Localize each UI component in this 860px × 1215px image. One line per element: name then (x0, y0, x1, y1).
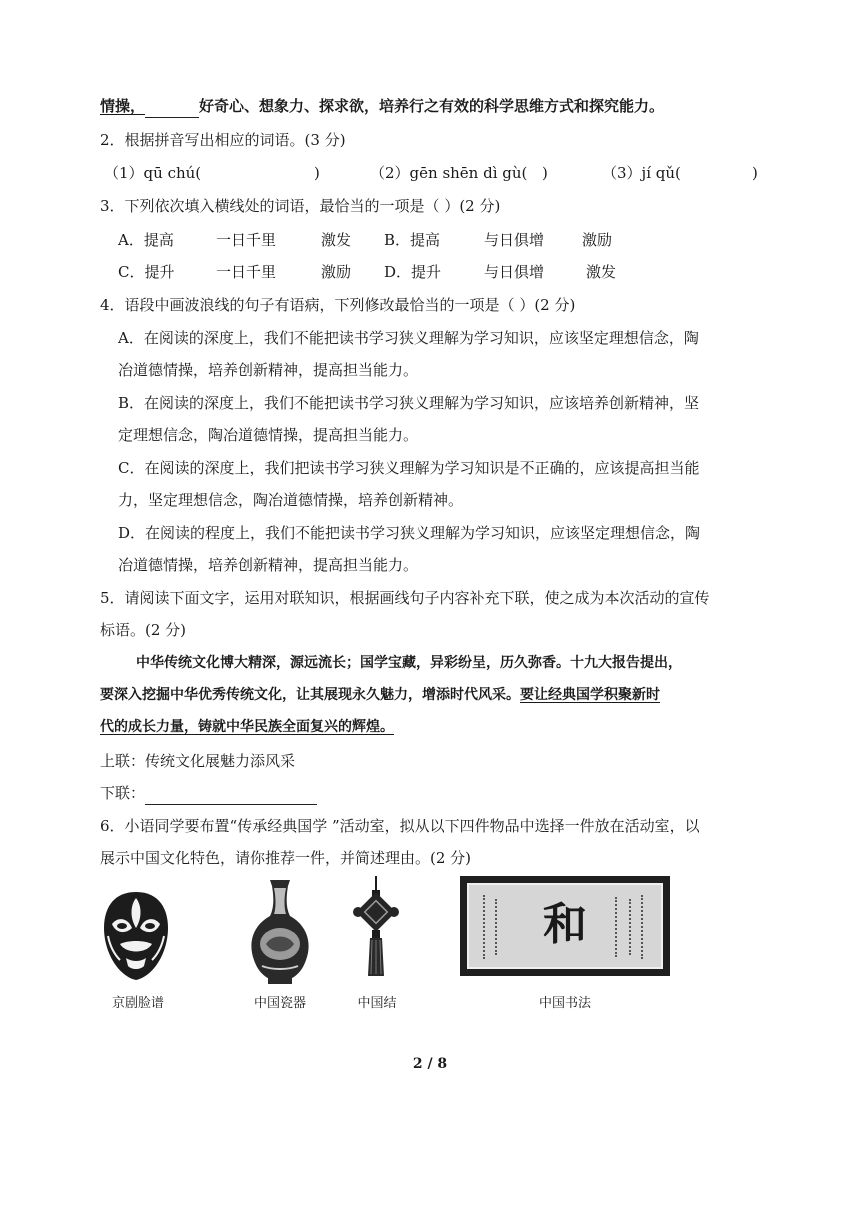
q3-option-c-key[interactable]: C．提升 (118, 263, 175, 281)
calligraphy-side-column-right (641, 895, 647, 959)
q4-option-c-line2: 力，坚定理想信念，陶冶道德情操，培养创新精神。 (118, 491, 464, 509)
opera-mask-icon (100, 888, 172, 984)
q4-option-a-line2: 冶道德情操，培养创新精神，提高担当能力。 (118, 361, 419, 379)
q2-items (104, 162, 758, 184)
q6-prompt-line2: 展示中国文化特色，请你推荐一件，并简述理由。(2 分) (100, 849, 472, 867)
q4-option-b-line1[interactable]: B．在阅读的深度上，我们不能把读书学习狭义理解为学习知识，应该培养创新精神，坚 (118, 394, 700, 412)
q5-upper-couplet: 上联：传统文化展魅力添风采 (100, 752, 296, 770)
q5-lower-couplet (100, 782, 317, 805)
q5-lower-answer-blank[interactable] (145, 782, 317, 805)
q2-item-3-answer[interactable] (672, 162, 752, 184)
q2-item-2-label: （2）gēn shēn dì gù( (370, 164, 528, 182)
q3-option-a-key[interactable]: A．提高 (118, 231, 174, 249)
calligraphy-paper (467, 883, 663, 969)
intro-text-start: 情操， (100, 97, 146, 115)
chinese-knot-icon (352, 876, 400, 982)
calligraphy-side-column-right-3 (615, 897, 621, 957)
q3-option-b-word1: 与日俱增 (484, 231, 545, 249)
q3-options-row-2 (118, 261, 616, 283)
q3-option-c-word2: 激励 (321, 263, 352, 281)
q5-passage-underlined-end: 代的成长力量，铸就中华民族全面复兴的辉煌。 (100, 719, 394, 735)
q2-item-1-label: （1）qū chú( (104, 164, 202, 182)
q3-option-d-word2: 激发 (586, 263, 617, 281)
q5-passage-line2 (100, 684, 660, 706)
q2-prompt: 2．根据拼音写出相应的词语。(3 分) (100, 131, 346, 149)
q4-option-b-line2: 定理想信念，陶冶道德情操，提高担当能力。 (118, 426, 419, 444)
q3-option-b-word2: 激励 (582, 231, 613, 249)
q4-prompt: 4．语段中画波浪线的句子有语病，下列修改最恰当的一项是（ ）(2 分) (100, 296, 576, 314)
calligraphy-side-column-right-2 (629, 899, 635, 955)
intro-line (100, 95, 664, 118)
q3-option-a-word2: 激发 (321, 231, 352, 249)
porcelain-vase-icon (244, 878, 316, 986)
q5-prompt-line1: 5．请阅读下面文字，运用对联知识，根据画线句子内容补充下联，使之成为本次活动的宣传 (100, 589, 710, 607)
q3-prompt: 3．下列依次填入横线处的词语，最恰当的一项是（ ）(2 分) (100, 197, 501, 215)
intro-blank (145, 95, 199, 118)
q5-lower-label: 下联： (100, 784, 146, 802)
q3-option-d-word1: 与日俱增 (484, 263, 545, 281)
q5-passage-underlined-start: 要让经典国学积聚新时 (520, 687, 660, 703)
q3-option-b-key[interactable]: B．提高 (384, 231, 441, 249)
q2-item-1-close: ) (314, 164, 320, 182)
q2-item-3-close: ) (752, 164, 758, 182)
q5-passage-line3 (100, 716, 394, 738)
q2-item-3-label: （3）jí qǔ( (602, 164, 681, 182)
q2-item-1-answer[interactable] (200, 162, 314, 184)
caption-opera-mask: 京剧脸谱 (111, 996, 164, 1011)
calligraphy-scroll-icon (460, 876, 670, 976)
page-number: 2 / 8 (412, 1056, 448, 1072)
q2-item-2-answer[interactable] (526, 162, 542, 184)
caption-porcelain: 中国瓷器 (253, 996, 306, 1011)
caption-chinese-knot: 中国结 (357, 996, 397, 1011)
q5-prompt-line2: 标语。(2 分) (100, 621, 187, 639)
q5-passage-line2-plain: 要深入挖掘中华优秀传统文化，让其展现永久魅力，增添时代风采。 (100, 687, 520, 703)
q2-item-2-close: ) (542, 164, 548, 182)
q3-option-d-key[interactable]: D．提升 (384, 263, 442, 281)
calligraphy-main-glyph: 和 (543, 899, 587, 950)
q4-option-d-line1[interactable]: D．在阅读的程度上，我们不能把读书学习狭义理解为学习知识，应该坚定理想信念，陶 (118, 524, 701, 542)
q5-passage-line1: 中华传统文化博大精深，源远流长；国学宝藏，异彩纷呈，历久弥香。十九大报告提出， (136, 655, 682, 671)
intro-text-end: 好奇心、想象力、探求欲，培养行之有效的科学思维方式和探究能力。 (199, 97, 665, 115)
q3-option-c-word1: 一日千里 (216, 263, 277, 281)
q4-option-a-line1[interactable]: A．在阅读的深度上，我们不能把读书学习狭义理解为学习知识，应该坚定理想信念，陶 (118, 329, 699, 347)
q3-option-a-word1: 一日千里 (216, 231, 277, 249)
q6-prompt-line1: 6．小语同学要布置“传承经典国学 ”活动室，拟从以下四件物品中选择一件放在活动室，以 (100, 817, 700, 835)
q3-options-row-1 (118, 229, 612, 251)
caption-calligraphy: 中国书法 (538, 996, 591, 1011)
q4-option-d-line2: 冶道德情操，培养创新精神，提高担当能力。 (118, 556, 419, 574)
q4-option-c-line1[interactable]: C．在阅读的深度上，我们把读书学习狭义理解为学习知识是不正确的，应该提高担当能 (118, 459, 700, 477)
